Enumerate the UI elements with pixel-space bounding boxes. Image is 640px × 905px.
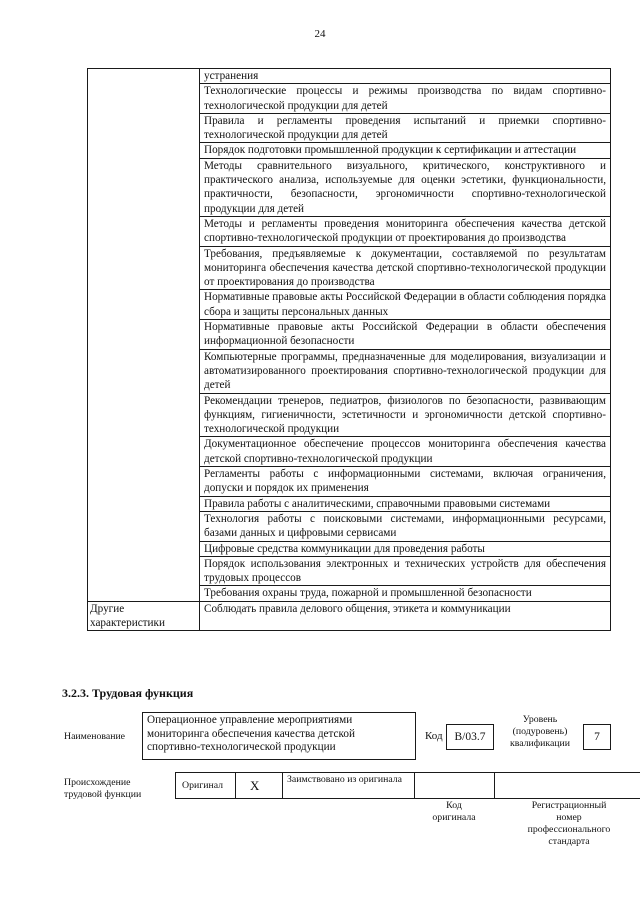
requirement-row: Требования охраны труда, пожарной и промышленной безопасности: [200, 586, 611, 601]
registration-number-cell: [494, 772, 640, 799]
function-code-box: B/03.7: [446, 724, 494, 750]
requirement-row: Технологические процессы и режимы производства по видам спортивно-технологической продукции для детей: [200, 84, 611, 114]
requirement-row: Требования, предъявляемые к документации, составляемой по результатам мониторинга обеспечения качества детской спортивно-технологической продукции от проектирования до производства: [200, 246, 611, 290]
requirement-row: Документационное обеспечение процессов мониторинга обеспечения качества детской спортивно-технологической продукции: [200, 437, 611, 467]
requirements-table: [87, 68, 611, 631]
requirement-row: Порядок подготовки промышленной продукции к сертификации и аттестации: [200, 143, 611, 158]
requirement-row: Регламенты работы с информационными системами, включая ограничения, допуски и порядок их применения: [200, 467, 611, 497]
other-characteristics-label: Другие характеристики: [88, 601, 200, 631]
code-label: Код: [425, 730, 443, 742]
function-name-box: Операционное управление мероприятиями мониторинга обеспечения качества детской спортивно-технологической продукции: [142, 712, 416, 760]
original-cell: Оригинал: [175, 772, 235, 799]
left-cell: [88, 69, 200, 84]
level-value-box: 7: [583, 724, 611, 750]
requirement-row: устранения: [200, 69, 611, 84]
registration-caption: Регистрационный номер профессионального стандарта: [527, 800, 611, 847]
requirement-row: Рекомендации тренеров, педиатров, физиологов по безопасности, развивающим функциям, гигиеничности, эстетичности и эргономичности детской спортивно-технологической продукции: [200, 393, 611, 437]
requirement-row: Методы сравнительного визуального, критического, конструктивного и практического анализа, используемые для оценки эстетики, функциональности, практичности, безопасности, эргономичности спортивно-технологической продукции для детей: [200, 158, 611, 216]
requirement-row: Компьютерные программы, предназначенные для моделирования, визуализации и автоматизированного проектирования спортивно-технологической продукции для детей: [200, 349, 611, 393]
page-number: 24: [314, 28, 326, 40]
requirement-row: Нормативные правовые акты Российской Федерации в области обеспечения информационной безопасности: [200, 320, 611, 350]
requirement-row: Правила работы с аналитическими, справочными правовыми системами: [200, 496, 611, 511]
original-code-cell: [414, 772, 494, 799]
name-label: Наименование: [64, 731, 126, 742]
code-caption: Код оригинала: [432, 800, 476, 823]
requirement-row: Методы и регламенты проведения мониторинга обеспечения качества детской спортивно-технологической продукции от проектирования до производства: [200, 216, 611, 246]
requirement-row: Цифровые средства коммуникации для проведения работы: [200, 541, 611, 556]
requirement-row: Порядок использования электронных и технических устройств для обеспечения трудовых процессов: [200, 556, 611, 586]
origin-label: Происхождение трудовой функции: [64, 777, 142, 800]
origin-row: [175, 772, 640, 799]
borrowed-cell: Заимствовано из оригинала: [282, 772, 414, 799]
level-label: Уровень (подуровень) квалификации: [509, 714, 571, 749]
section-heading: 3.2.3. Трудовая функция: [62, 686, 194, 700]
original-mark: X: [235, 772, 282, 799]
requirement-row: Нормативные правовые акты Российской Федерации в области соблюдения порядка сбора и защиты персональных данных: [200, 290, 611, 320]
requirement-row: Технология работы с поисковыми системами, информационными ресурсами, базами данных и цифровыми сервисами: [200, 511, 611, 541]
requirement-row: Правила и регламенты проведения испытаний и приемки спортивно-технологической продукции для детей: [200, 113, 611, 143]
other-characteristics-value: Соблюдать правила делового общения, этикета и коммуникации: [200, 601, 611, 631]
